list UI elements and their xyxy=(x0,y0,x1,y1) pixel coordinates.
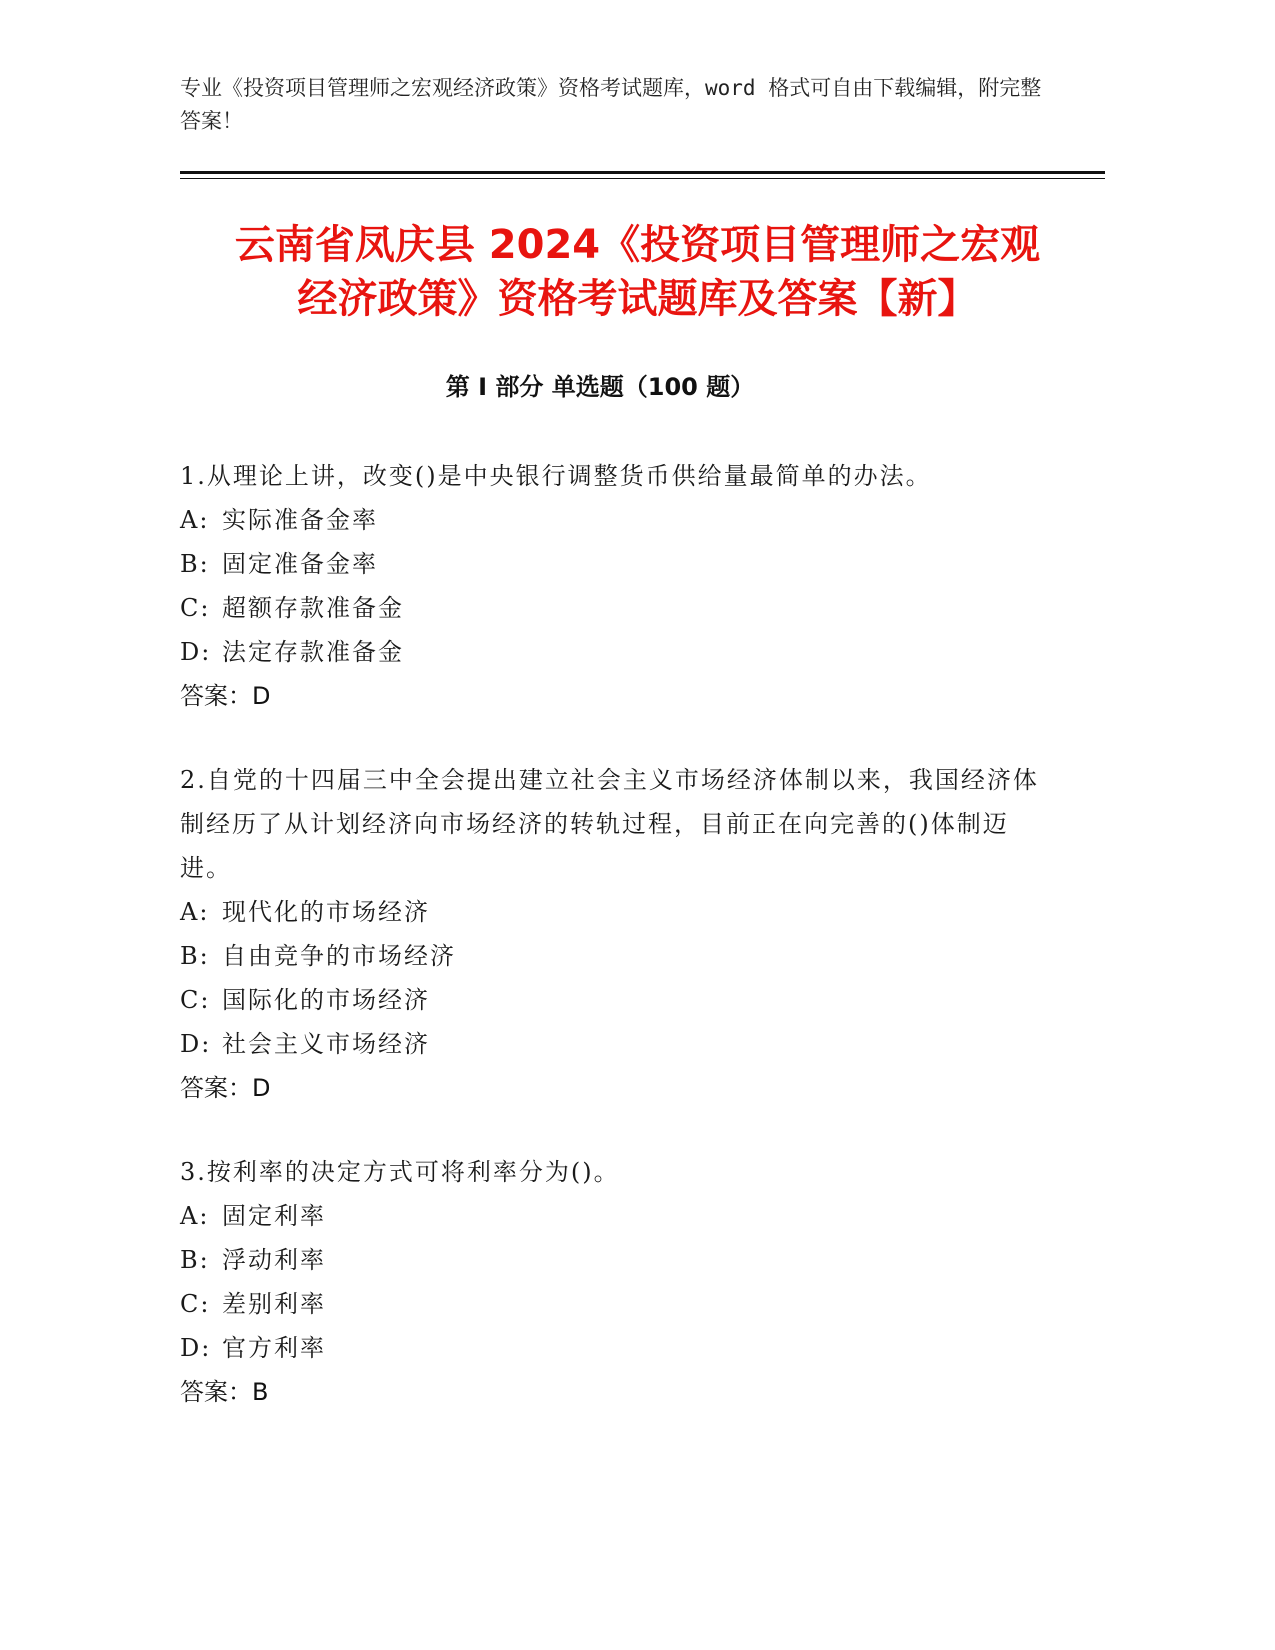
option-a xyxy=(180,498,1040,542)
option-b xyxy=(180,1238,1040,1282)
option-d xyxy=(180,630,1040,674)
document-title xyxy=(100,218,1175,326)
option-c xyxy=(180,1282,1040,1326)
option-key: A: xyxy=(180,506,210,534)
option-text: 现代化的市场经济 xyxy=(222,898,430,926)
option-key: D: xyxy=(180,1030,212,1058)
option-text: 官方利率 xyxy=(222,1334,326,1362)
option-key: B: xyxy=(180,942,210,970)
option-key: D: xyxy=(180,1334,212,1362)
option-a xyxy=(180,890,1040,934)
option-key: B: xyxy=(180,1246,210,1274)
answer: 答案：D xyxy=(180,682,271,710)
option-a xyxy=(180,1194,1040,1238)
option-key: A: xyxy=(180,1202,210,1230)
question-stem: 1.从理论上讲，改变()是中央银行调整货币供给量最简单的办法。 xyxy=(180,462,932,490)
section-title: 第 I 部分 单选题（100 题） xyxy=(445,373,755,401)
question-1 xyxy=(180,454,1040,718)
question-3 xyxy=(180,1150,1040,1414)
header-rule-thick xyxy=(180,171,1105,174)
option-text: 法定存款准备金 xyxy=(222,638,404,666)
option-key: B: xyxy=(180,550,210,578)
option-text: 国际化的市场经济 xyxy=(222,986,430,1014)
option-text: 超额存款准备金 xyxy=(222,594,404,622)
header-rule-thin xyxy=(180,178,1105,179)
question-stem: 3.按利率的决定方式可将利率分为()。 xyxy=(180,1158,620,1186)
header-note: 专业《投资项目管理师之宏观经济政策》资格考试题库，word 格式可自由下载编辑，附完整答案！ xyxy=(180,76,1042,133)
option-key: A: xyxy=(180,898,210,926)
answer: 答案：B xyxy=(180,1378,269,1406)
option-b xyxy=(180,542,1040,586)
option-d xyxy=(180,1022,1040,1066)
option-text: 实际准备金率 xyxy=(222,506,378,534)
option-text: 浮动利率 xyxy=(222,1246,326,1274)
option-text: 自由竞争的市场经济 xyxy=(222,942,456,970)
option-key: C: xyxy=(180,1290,211,1318)
option-text: 社会主义市场经济 xyxy=(222,1030,430,1058)
option-c xyxy=(180,978,1040,1022)
option-text: 固定准备金率 xyxy=(222,550,378,578)
title-line-1: 云南省凤庆县 2024《投资项目管理师之宏观 xyxy=(234,222,1041,268)
option-c xyxy=(180,586,1040,630)
option-key: C: xyxy=(180,986,211,1014)
option-b xyxy=(180,934,1040,978)
question-stem: 2.自党的十四届三中全会提出建立社会主义市场经济体制以来，我国经济体制经历了从计划经济向市场经济的转轨过程，目前正在向完善的()体制迈进。 xyxy=(180,766,1039,882)
title-line-2: 经济政策》资格考试题库及答案【新】 xyxy=(297,276,978,322)
answer: 答案：D xyxy=(180,1074,271,1102)
option-text: 差别利率 xyxy=(222,1290,326,1318)
option-text: 固定利率 xyxy=(222,1202,326,1230)
option-key: D: xyxy=(180,638,212,666)
option-d xyxy=(180,1326,1040,1370)
option-key: C: xyxy=(180,594,211,622)
question-2 xyxy=(180,758,1040,1110)
